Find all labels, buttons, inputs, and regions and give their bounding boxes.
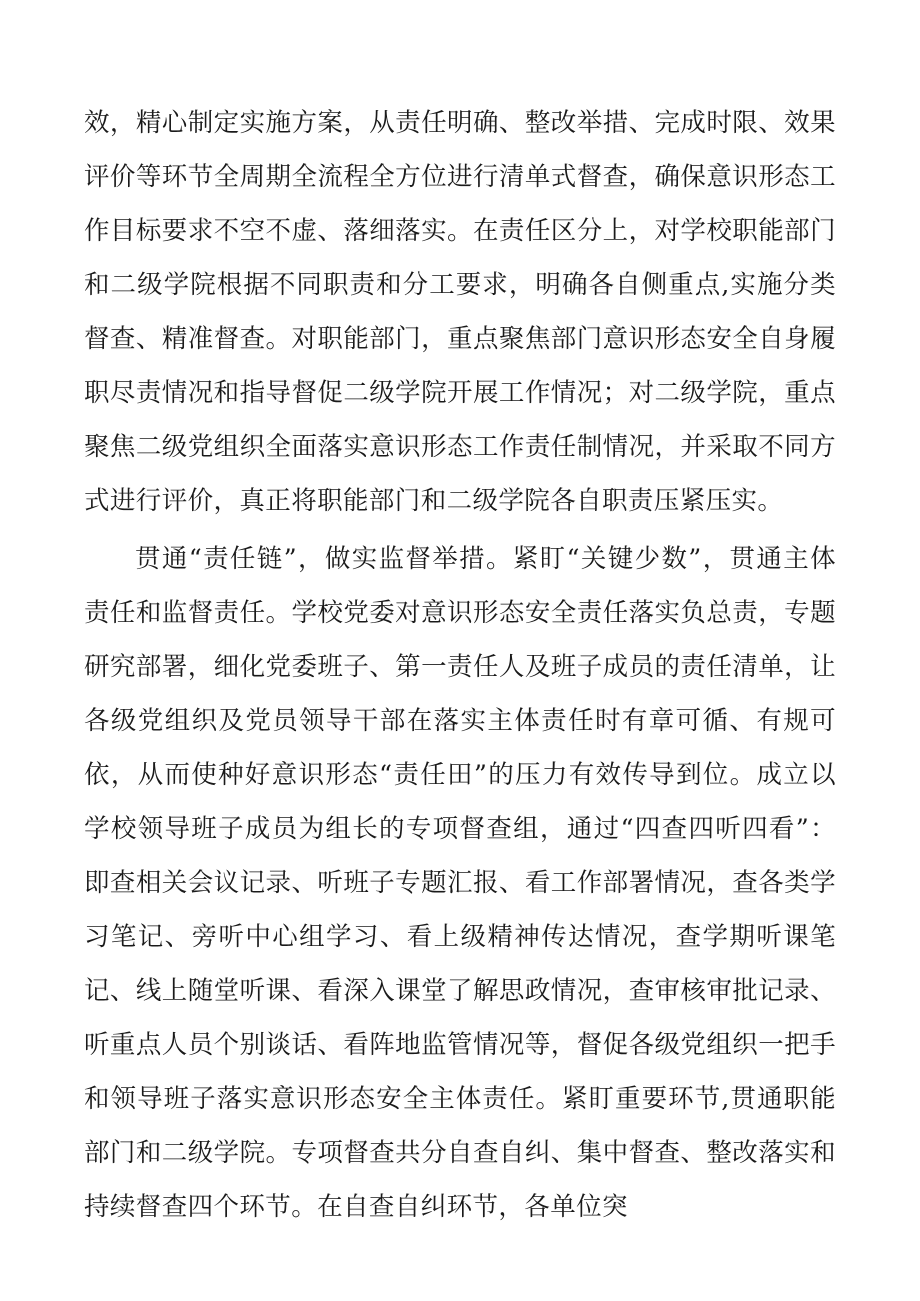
paragraph-1: 效，精心制定实施方案，从责任明确、整改举措、完成时限、效果评价等环节全周期全流程全方位进行清单式督查，确保意识形态工作目标要求不空不虚、落细落实。在责任区分上，对学校职能部门和二级学院根据不同职责和分工要求，明确各自侧重点,实施分类督查、精准督查。对职能部门，重点聚焦部门意识形态安全自身履职尽责情况和指导督促二级学院开展工作情况；对二级学院，重点聚焦二级党组织全面落实意识形态工作责任制情况，并采取不同方式进行评价，真正将职能部门和二级学院各自职责压紧压实。 [84,108,836,516]
paragraph-2: 贯通“责任链”，做实监督举措。紧盯“关键少数”，贯通主体责任和监督责任。学校党委对意识形态安全责任落实负总责，专题研究部署，细化党委班子、第一责任人及班子成员的责任清单，让各级党组织及党员领导干部在落实主体责任时有章可循、有规可依，从而使种好意识形态“责任田”的压力有效传导到位。成立以学校领导班子成员为组长的专项督查组，通过“四查四听四看”：即查相关会议记录、听班子专题汇报、看工作部署情况，查各类学习笔记、旁听中心组学习、看上级精神传达情况，查学期听课笔记、线上随堂听课、看深入课堂了解思政情况，查审核审批记录、听重点人员个别谈话、看阵地监管情况等，督促各级党组织一把手和领导班子落实意识形态安全主体责任。紧盯重要环节,贯通职能部门和二级学院。专项督查共分自查自纠、集中督查、整改落实和持续督查四个环节。在自查自纠环节，各单位突 [84,544,836,1222]
document-body [84,96,836,1234]
